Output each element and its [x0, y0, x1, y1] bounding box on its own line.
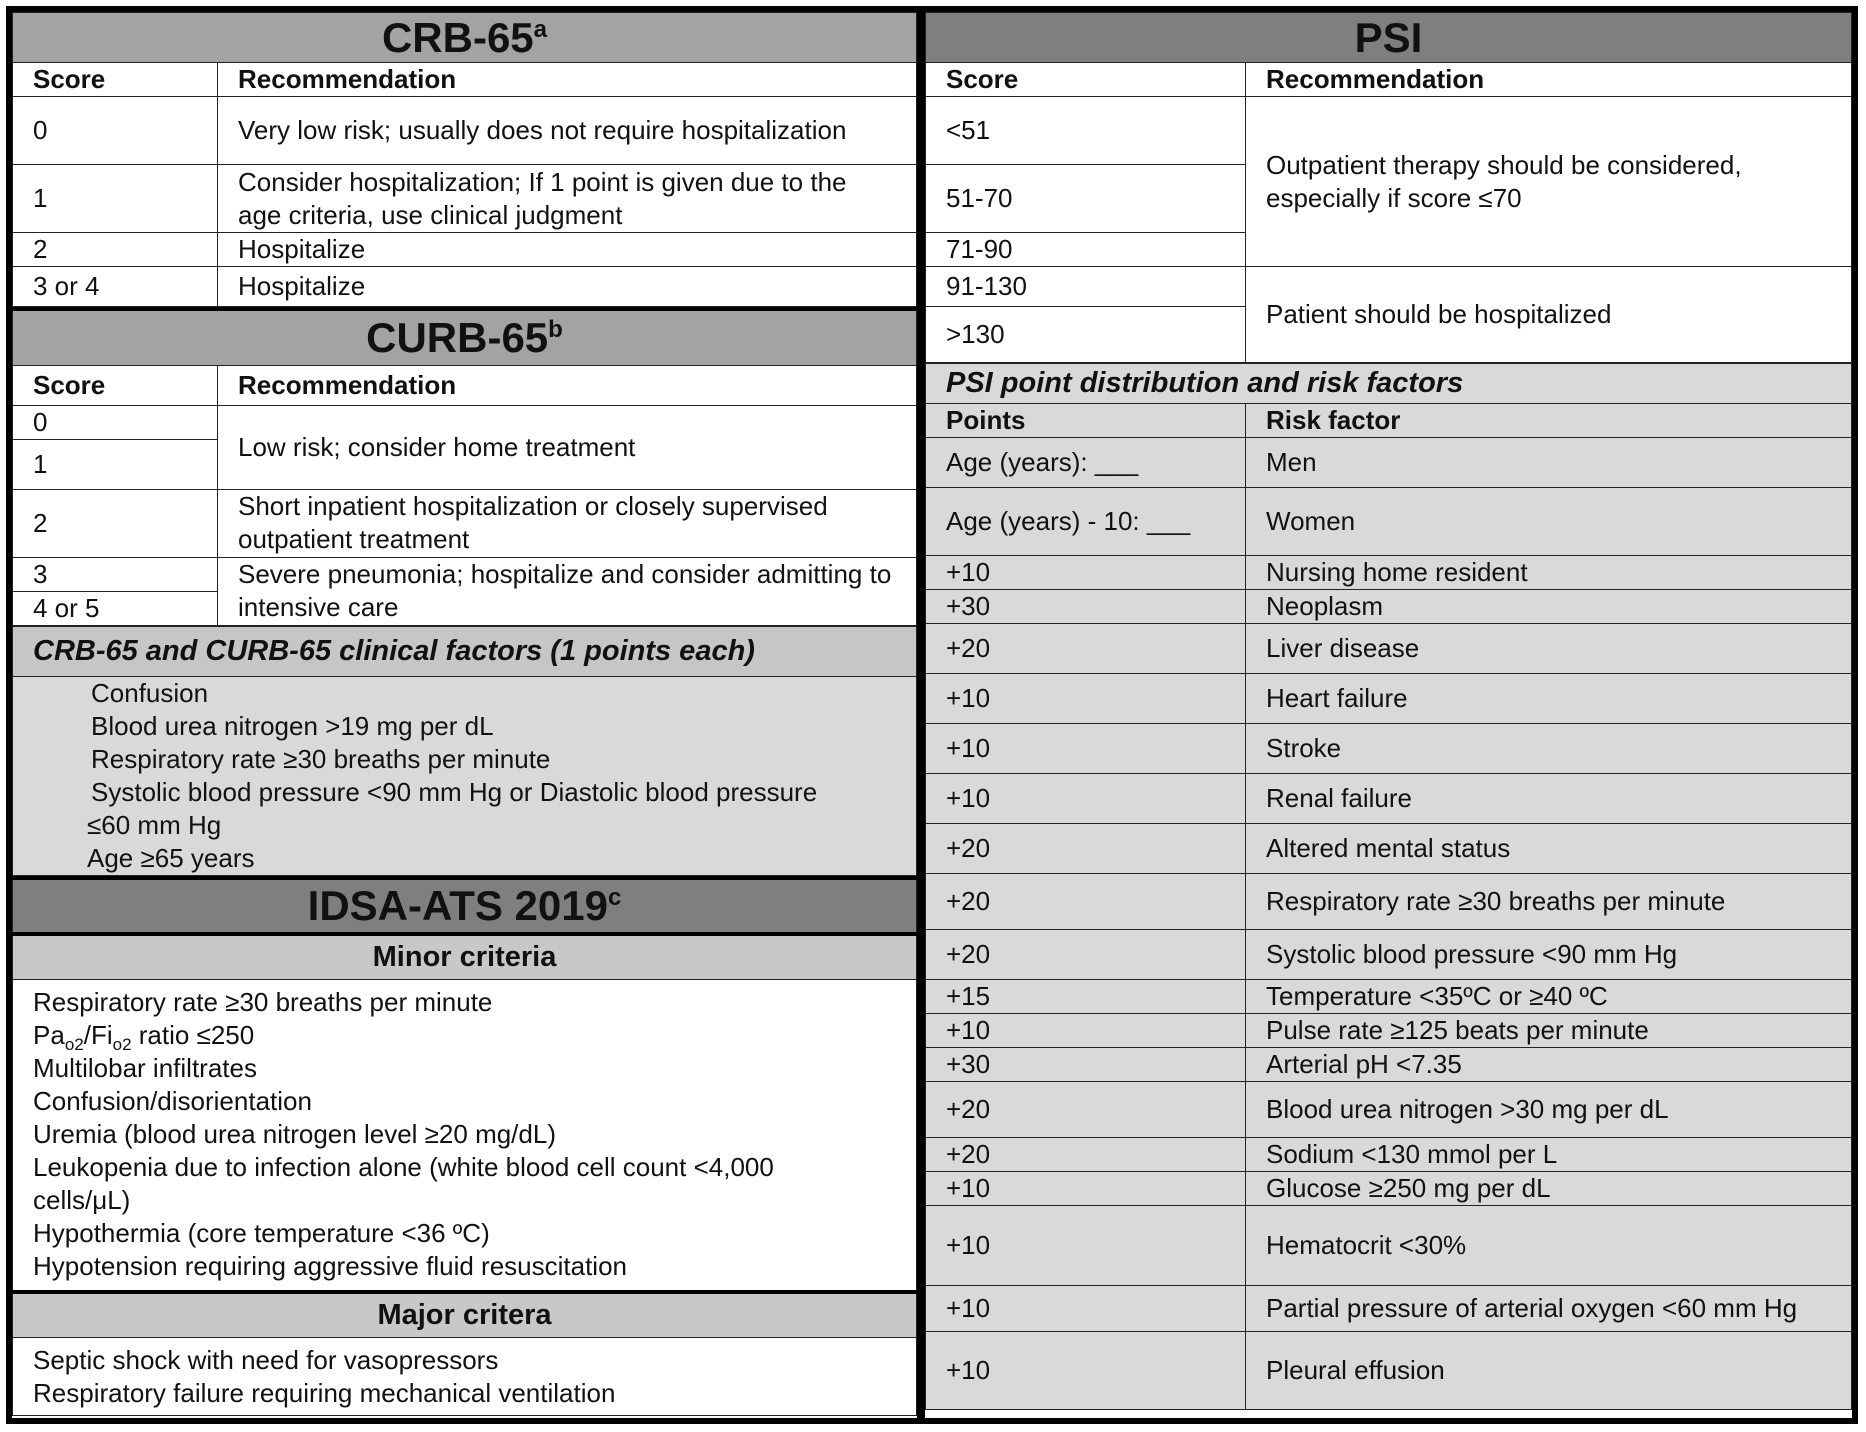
crb65-rec-header: Recommendation	[218, 63, 917, 97]
left-column	[12, 12, 917, 1418]
table-row: 2 Hospitalize	[13, 233, 917, 267]
table-row: +20 Sodium <130 mmol per L	[926, 1138, 1852, 1172]
table-row: +20 Altered mental status	[926, 824, 1852, 874]
table-row: +10 Nursing home resident	[926, 556, 1852, 590]
table-row: 3 or 4 Hospitalize	[13, 267, 917, 307]
table-row: +10 Glucose ≥250 mg per dL	[926, 1172, 1852, 1206]
table-row: +10 Renal failure	[926, 774, 1852, 824]
curb65-score-header: Score	[13, 365, 218, 405]
psi-rec-header: Recommendation	[1246, 63, 1852, 97]
crb65-table	[12, 12, 917, 307]
crb65-title: CRB-65$^a$	[13, 13, 917, 63]
clinical-factors-title: CRB-65 and CURB-65 clinical factors (1 points each)	[13, 626, 917, 676]
table-row: +20 Liver disease	[926, 624, 1852, 674]
minor-criteria-list: Respiratory rate ≥30 breaths per minute $Pa_{o2}/Fi_{o2}$ ratio ≤250 Multilobar infiltrates Confusion/disorientation Uremia (blood urea nitrogen level ≥20 mg/dL) Leukopenia due to infection alone (white blood cell count <4,000 cells/μL) Hypothermia (core temperature <36 ºC) Hypotension requiring aggressive fluid resuscitation	[13, 980, 917, 1292]
psi-table	[925, 12, 1852, 363]
psi-risk-header: Risk factor	[1246, 404, 1852, 438]
table-row: +20 Systolic blood pressure <90 mm Hg	[926, 930, 1852, 980]
clinical-factors-table	[12, 626, 917, 876]
table-row: +10 Stroke	[926, 724, 1852, 774]
column-divider	[917, 12, 925, 1418]
table-row: +10 Heart failure	[926, 674, 1852, 724]
table-row: +15 Temperature <35ºC or ≥40 ºC	[926, 980, 1852, 1014]
psi-title: PSI	[926, 13, 1852, 63]
table-row: +20 Respiratory rate ≥30 breaths per minute	[926, 874, 1852, 930]
curb65-rec-header: Recommendation	[218, 365, 917, 405]
idsa-table	[12, 876, 917, 1417]
table-row: +20 Blood urea nitrogen >30 mg per dL	[926, 1082, 1852, 1138]
table-row: 4 or 5	[13, 591, 917, 625]
table-row: >130	[926, 307, 1852, 363]
table-row: <51 Outpatient therapy should be considered, especially if score ≤70	[926, 97, 1852, 165]
psi-points-header: Points	[926, 404, 1246, 438]
minor-criteria-title: Minor criteria	[13, 934, 917, 980]
table-row: +10 Partial pressure of arterial oxygen <60 mm Hg	[926, 1286, 1852, 1332]
table-row: Age (years): ___ Men	[926, 438, 1852, 488]
table-row: 0 Low risk; consider home treatment	[13, 405, 917, 439]
curb65-title: CURB-65$^b$	[13, 309, 917, 365]
table-row: +30 Arterial pH <7.35	[926, 1048, 1852, 1082]
clinical-factors-list: Confusion Blood urea nitrogen >19 mg per dL Respiratory rate ≥30 breaths per minute Systolic blood pressure <90 mm Hg or Diastolic blood pressure ≤60 mm Hg Age ≥65 years	[13, 676, 917, 875]
major-criteria-title: Major critera	[13, 1292, 917, 1338]
table-row: Age (years) - 10: ___ Women	[926, 488, 1852, 556]
crb65-score-header: Score	[13, 63, 218, 97]
idsa-title: IDSA-ATS 2019$^c$	[13, 878, 917, 934]
curb65-table	[12, 307, 917, 626]
major-criteria-list: Septic shock with need for vasopressors Respiratory failure requiring mechanical ventilation	[13, 1338, 917, 1416]
table-row: +10 Pulse rate ≥125 beats per minute	[926, 1014, 1852, 1048]
table-row: 2 Short inpatient hospitalization or closely supervised outpatient treatment	[13, 489, 917, 557]
score-table-frame	[6, 6, 1858, 1424]
psi-score-header: Score	[926, 63, 1246, 97]
right-column	[925, 12, 1852, 1418]
table-row: 91-130 Patient should be hospitalized	[926, 267, 1852, 307]
table-row: 1 Consider hospitalization; If 1 point is given due to the age criteria, use clinical judgment	[13, 165, 917, 233]
table-row: +10 Pleural effusion	[926, 1332, 1852, 1410]
table-row: +10 Hematocrit <30%	[926, 1206, 1852, 1286]
table-row: +30 Neoplasm	[926, 590, 1852, 624]
table-row: 71-90	[926, 233, 1852, 267]
table-row: 3 Severe pneumonia; hospitalize and consider admitting to intensive care	[13, 557, 917, 591]
table-row: 1	[13, 439, 917, 489]
table-row: 51-70	[926, 165, 1852, 233]
psi-distribution-title: PSI point distribution and risk factors	[926, 364, 1852, 404]
table-row: 0 Very low risk; usually does not require hospitalization	[13, 97, 917, 165]
psi-distribution-table	[925, 363, 1852, 1410]
